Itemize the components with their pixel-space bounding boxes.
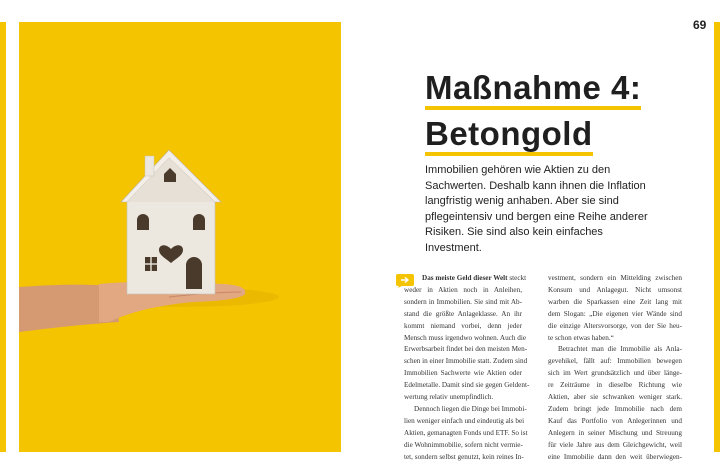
left-page-edge <box>0 22 6 452</box>
page-title-line-2: Betongold <box>425 116 593 156</box>
house-on-hand-photo <box>19 22 341 452</box>
page-number: 69 <box>693 18 707 32</box>
text-line: te schon etwas haben.“ <box>548 333 614 342</box>
page-title <box>425 68 641 160</box>
body-column-1 <box>404 273 530 464</box>
body-column-2 <box>548 273 682 464</box>
text-line: Betrachtet man die Immobilie als Anla- <box>558 345 682 354</box>
page-title-line-1: Maßnahme 4: <box>425 70 641 110</box>
text-line: Immobilien Sachwerte wie Aktien oder <box>404 369 522 378</box>
text-line: Edelmetalle. Damit sind sie gegen Geldent- <box>404 381 530 390</box>
lead-paragraph: Immobilien gehören wie Aktien zu den Sachwerten. Deshalb kann ihnen die Inflation langfristig wenig anhaben. Aber sie sind pflegeintensiv und bergen eine Reihe anderer Risiken. Sie sind also kein einfaches Investment. <box>425 164 648 254</box>
text-line: vestment, sondern ein Mittelding zwischen <box>548 274 682 282</box>
text-line: sondern in Immobilien. Sie sind mit Ab- <box>404 297 522 306</box>
text-line: Aktien, aber sie schwanken weniger stark. <box>548 393 682 402</box>
text-line: Anlegern in seiner Mischung und Streuung <box>548 428 682 437</box>
text-line: re Zeiträume in dieselbe Richtung wie <box>548 381 682 390</box>
text-line <box>404 273 527 285</box>
text-line: sich im Wert grundsätzlich und über länge- <box>548 369 682 378</box>
text-line: schen in einer Immobilie statt. Zudem sind <box>404 357 528 366</box>
text-line: für viele Jahre aus dem Gleichgewicht, weil <box>548 440 682 449</box>
text-line: gevehikel, fällt auf: Immobilien bewegen <box>548 357 682 366</box>
text-line: kommt niemand vorbei, denn jeder <box>404 321 522 330</box>
text-line: Mensch muss irgendwo wohnen. Auch die <box>404 333 527 342</box>
text-line: Kauf das Portfolio von Anlegerinnen und <box>548 416 682 425</box>
lead-in-text: Das meiste Geld dieser Welt <box>422 274 508 282</box>
text-line: lien weniger einfach und eindeutig als bei <box>404 416 525 425</box>
text-line: Erwerbsarbeit findet bei den meisten Men- <box>404 345 528 354</box>
text-line: warben die Sparkassen eine Zeit lang mit <box>548 297 682 306</box>
text-line: weder in Aktien noch in Anleihen, <box>404 285 522 294</box>
text-line: eine Immobilie dann den weit überwiegen- <box>548 452 682 461</box>
text-line: tet, sondern selbst genutzt, kein reines In- <box>404 452 524 461</box>
text-line: wertung relativ unempfindlich. <box>404 393 494 402</box>
text-line: die einzige Altersvorsorge, von der Sie heu- <box>548 321 682 330</box>
text-line-fragment: steckt <box>507 274 527 282</box>
text-line: Dennoch liegen die Dinge bei Immobi- <box>414 404 527 413</box>
text-line: Aktien, gemanagten Fonds und ETF. So ist <box>404 428 528 437</box>
text-line: Konsum und Anlagegut. Nicht umsonst <box>548 285 682 294</box>
text-line: stand die größte Anlageklasse. An ihr <box>404 309 522 318</box>
text-line: dem Slogan: „Die eigenen vier Wände sind <box>548 309 682 318</box>
text-line: Zudem bringt jede Immobilie nach dem <box>548 404 682 413</box>
right-page-edge <box>714 22 720 452</box>
text-line: die Wohnimmobilie, sofern nicht vermie- <box>404 440 523 449</box>
